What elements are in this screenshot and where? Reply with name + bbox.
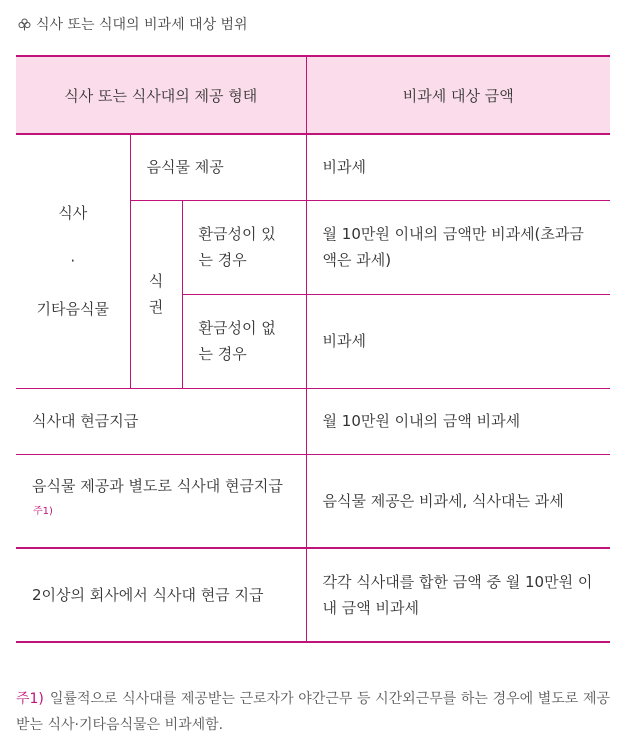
form-voucher-nonrefundable: 환금성이 없는 경우 <box>182 294 306 388</box>
form-food-and-cash-text: 음식물 제공과 별도로 식사대 현금지급 <box>32 477 283 496</box>
heading-text: 식사 또는 식대의 비과세 대상 범위 <box>36 17 248 33</box>
footnote <box>16 686 610 738</box>
amount-voucher-nonrefundable: 비과세 <box>306 294 610 388</box>
header-amount: 비과세 대상 금액 <box>306 56 610 134</box>
form-voucher-refundable: 환금성이 있는 경우 <box>182 200 306 294</box>
table-row <box>16 548 610 642</box>
amount-multi-company: 각각 식사대를 합한 금액 중 월 10만원 이내 금액 비과세 <box>306 548 610 642</box>
header-form: 식사 또는 식사대의 제공 형태 <box>16 56 306 134</box>
voucher-group-cell <box>130 200 182 388</box>
section-heading <box>18 14 248 34</box>
amount-cash-allowance: 월 10만원 이내의 금액 비과세 <box>306 388 610 454</box>
footnote-mark: 주1) <box>16 691 44 707</box>
voucher-char-2: 권 <box>148 298 164 316</box>
form-cash-allowance: 식사대 현금지급 <box>16 388 306 454</box>
footnote-text: 일률적으로 식사대를 제공받는 근로자가 야간근무 등 시간외근무를 하는 경우에 별도로 제공받는 식사·기타음식물은 비과세함. <box>16 691 610 733</box>
footnote-ref[interactable]: 주1) <box>33 506 53 518</box>
voucher-char-1: 식 <box>148 272 164 290</box>
meal-dot: · <box>70 252 76 271</box>
table-row <box>16 134 610 200</box>
clover-icon <box>18 18 31 31</box>
table-header-row <box>16 56 610 134</box>
form-multi-company: 2이상의 회사에서 식사대 현금 지급 <box>16 548 306 642</box>
meal-tax-table <box>16 55 610 643</box>
other-food-label: 기타음식물 <box>36 300 109 319</box>
table-row <box>16 454 610 548</box>
amount-voucher-refundable: 월 10만원 이내의 금액만 비과세(초과금액은 과세) <box>306 200 610 294</box>
meal-label: 식사 <box>58 204 88 223</box>
amount-food-and-cash: 음식물 제공은 비과세, 식사대는 과세 <box>306 454 610 548</box>
form-food-provided: 음식물 제공 <box>130 134 306 200</box>
tax-table-wrapper <box>16 55 610 643</box>
meal-group-cell <box>16 134 130 388</box>
amount-food-provided: 비과세 <box>306 134 610 200</box>
table-row <box>16 388 610 454</box>
form-food-and-cash <box>16 454 306 548</box>
